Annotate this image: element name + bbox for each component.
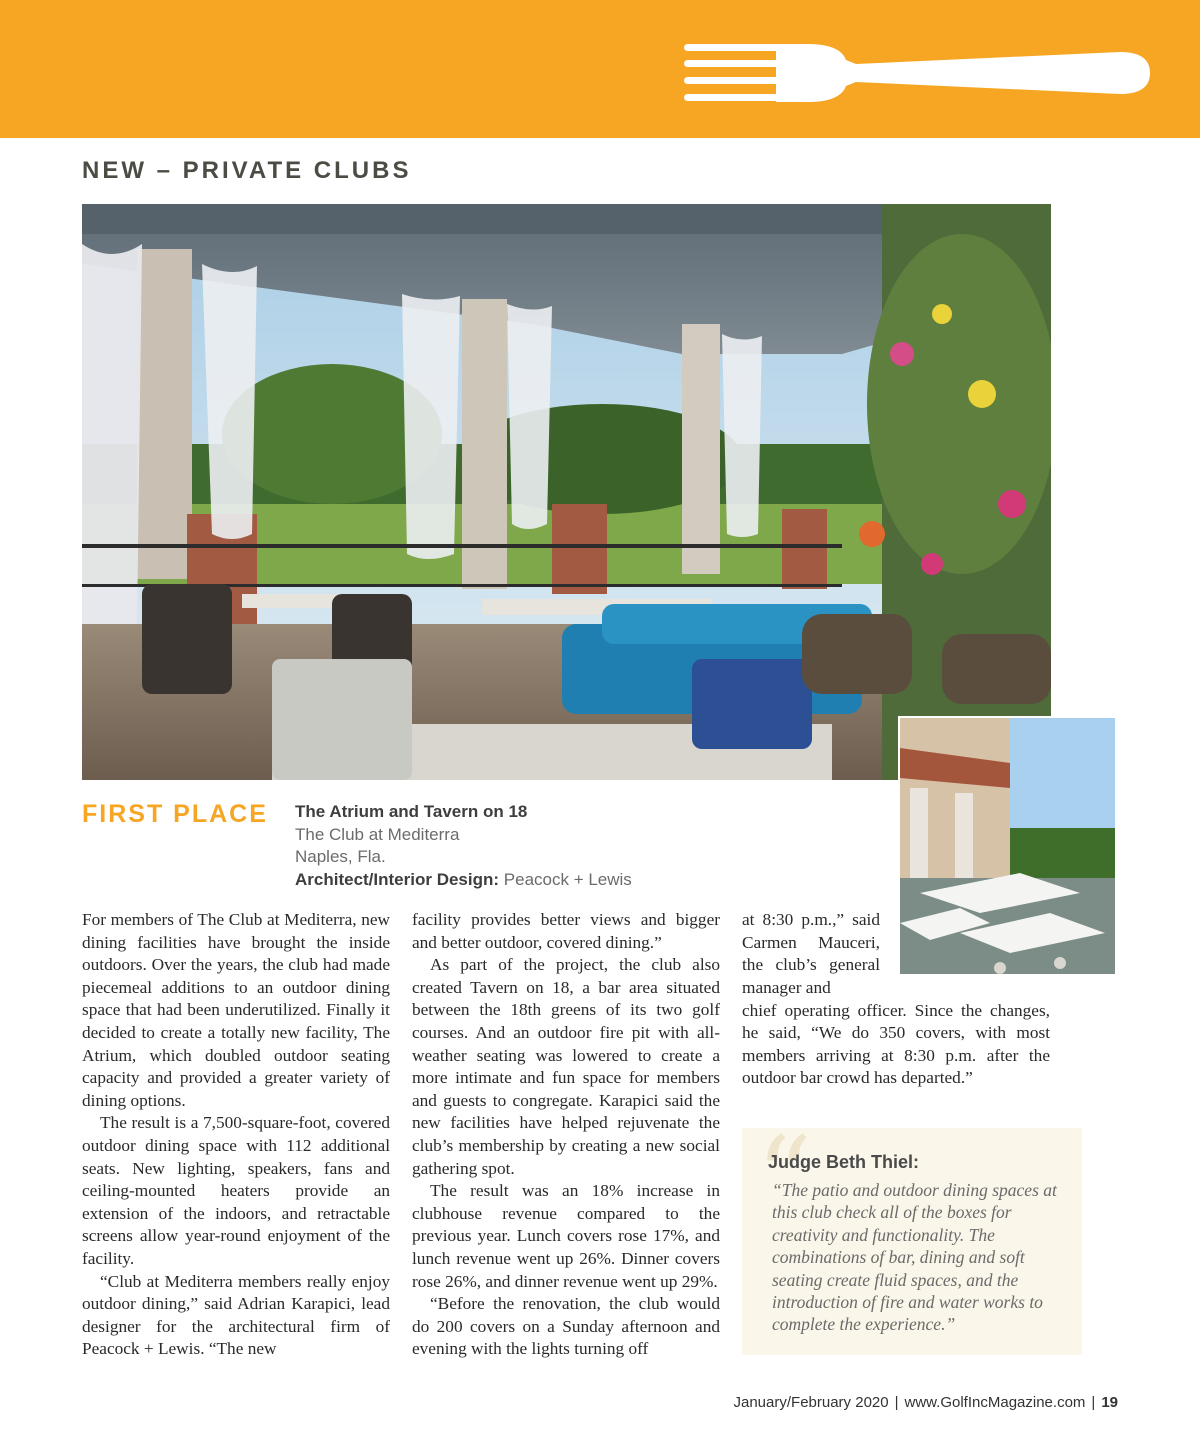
judge-pullquote — [742, 1113, 1082, 1355]
architect-credit — [295, 869, 632, 892]
section-title: NEW – PRIVATE CLUBS — [82, 157, 412, 184]
architect-label: Architect/Interior Design: — [295, 869, 500, 889]
article-paragraph: chief operating officer. Since the changes, he said, “We do 350 covers, with most members arriving at 8:30 p.m. after the outdoor bar crowd has departed.” — [742, 1000, 1050, 1088]
restaurant-patio-photo — [82, 204, 1051, 780]
page-footer — [734, 1394, 1119, 1411]
award-rank: FIRST PLACE — [82, 800, 268, 828]
winner-details — [295, 801, 632, 891]
club-location: Naples, Fla. — [295, 847, 386, 866]
fork-icon — [680, 40, 1155, 106]
article-paragraph: The result was an 18% increase in clubhouse revenue compared to the previous year. Lunch covers rose 17%, and lunch revenue went up 26%. Dinner covers rose 26%, and dinner revenue went up 29%. — [412, 1181, 720, 1291]
project-name: The Atrium and Tavern on 18 — [295, 802, 528, 821]
website-link[interactable]: www.GolfIncMagazine.com — [904, 1394, 1086, 1411]
header-banner — [0, 0, 1200, 138]
footer-divider: | — [1091, 1394, 1096, 1411]
judge-quote: “The patio and outdoor dining spaces at this club check all of the boxes for creativity and functionality. The combinations of bar, dining and soft seating create fluid spaces, and the introduction of fire and water works to complete the experience.” — [772, 1180, 1057, 1335]
outdoor-umbrella-dining-photo — [898, 716, 1117, 976]
article-paragraph: at 8:30 p.m.,” said Carmen Mauceri, the club’s general manager and — [742, 910, 880, 997]
judge-name: Judge Beth Thiel: — [768, 1152, 920, 1172]
page-number: 19 — [1101, 1394, 1118, 1411]
article-paragraph: facility provides better views and bigger and better outdoor, covered dining.” — [412, 910, 720, 952]
architect-value: Peacock + Lewis — [499, 869, 632, 889]
article-column-1 — [82, 909, 390, 1361]
article-paragraph: “Before the renovation, the club would do 200 covers on a Sunday afternoon and evening with the lights turning off — [412, 1294, 720, 1359]
article-column-3-bottom — [742, 977, 1050, 1090]
footer-divider: | — [894, 1394, 899, 1411]
club-name: The Club at Mediterra — [295, 824, 460, 844]
article-paragraph: “Club at Mediterra members really enjoy outdoor dining,” said Adrian Karapici, lead designer for the architectural firm of Peacock + Lewis. “The new — [82, 1271, 390, 1359]
article-paragraph: As part of the project, the club also created Tavern on 18, a bar area situated between the 18th greens of its two golf courses. And an outdoor fire pit with all-weather seating was lowered to create a more intimate and fun space for members and guests to congregate. Karapici said the new facilities have helped rejuvenate the club’s membership by creating a new social gathering spot. — [412, 955, 720, 1178]
article-paragraph: For members of The Club at Mediterra, new dining facilities have brought the inside outdoors. Over the years, the club had made piecemeal additions to an outdoor dining space that had been underutilized. Finally it decided to create a totally new facility, The Atrium, which doubled outdoor seating capacity and provided a greater variety of dining options. — [82, 910, 390, 1110]
article-paragraph: The result is a 7,500-square-foot, covered outdoor dining space with 112 additional seats. New lighting, speakers, fans and ceiling-mounted heaters provide an extension of the indoors, and retractable screens allow year-round enjoyment of the facility. — [82, 1113, 390, 1268]
quote-mark-icon: “ — [756, 1113, 813, 1241]
issue-date: January/February 2020 — [733, 1394, 889, 1411]
article-column-2 — [412, 909, 720, 1361]
